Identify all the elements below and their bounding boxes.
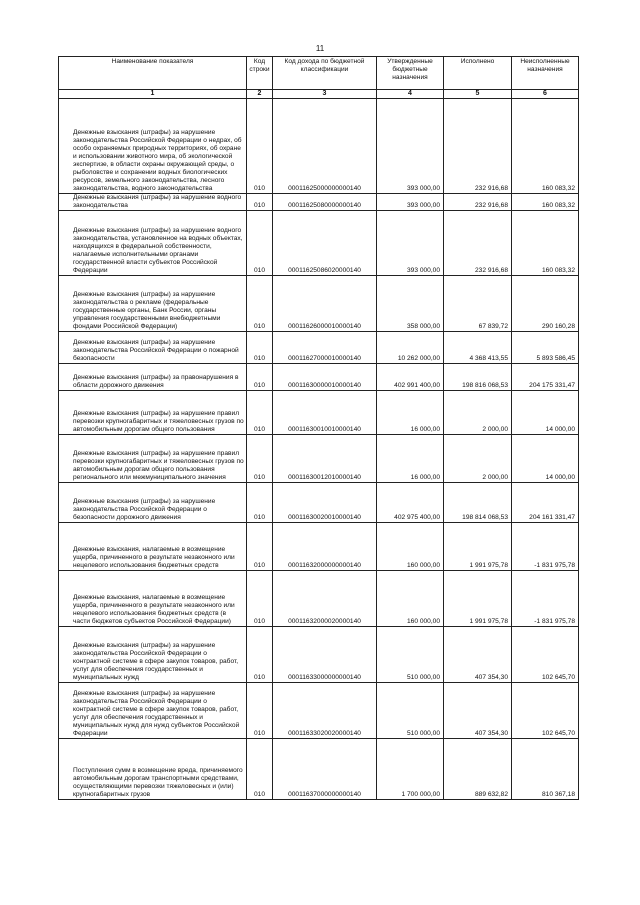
table-row bbox=[59, 364, 579, 391]
row-code-cell: 010 bbox=[247, 332, 273, 364]
row-code-cell: 010 bbox=[247, 483, 273, 523]
row-name-cell: Денежные взыскания (штрафы) за нарушение правил перевозки крупногабаритных и тяжеловесных грузов по автомобильным дорогам общего пользования регионального или межмуниципального значения bbox=[59, 435, 247, 483]
column-number: 1 bbox=[59, 90, 247, 99]
row-kbk-cell: 00011630010010000140 bbox=[273, 391, 377, 435]
table-row bbox=[59, 332, 579, 364]
table-row bbox=[59, 739, 579, 800]
row-approved-cell: 10 262 000,00 bbox=[377, 332, 444, 364]
row-executed-cell: 198 814 068,53 bbox=[444, 483, 512, 523]
row-executed-cell: 232 916,68 bbox=[444, 99, 512, 194]
row-executed-cell: 232 916,68 bbox=[444, 194, 512, 211]
header-kbk: Код дохода по бюджетной классификации bbox=[273, 57, 377, 90]
row-approved-cell: 160 000,00 bbox=[377, 523, 444, 571]
table-row bbox=[59, 483, 579, 523]
row-approved-cell: 393 000,00 bbox=[377, 194, 444, 211]
row-executed-cell: 2 000,00 bbox=[444, 435, 512, 483]
row-unexecuted-cell: 160 083,32 bbox=[512, 99, 579, 194]
table-row bbox=[59, 571, 579, 627]
row-unexecuted-cell: 14 000,00 bbox=[512, 391, 579, 435]
row-name-cell: Денежные взыскания (штрафы) за нарушение законодательства Российской Федерации о безопасности дорожного движения bbox=[59, 483, 247, 523]
table-row bbox=[59, 99, 579, 194]
row-code-cell: 010 bbox=[247, 683, 273, 739]
row-kbk-cell: 00011626000010000140 bbox=[273, 276, 377, 332]
header-executed: Исполнено bbox=[444, 57, 512, 90]
row-unexecuted-cell: 204 161 331,47 bbox=[512, 483, 579, 523]
row-approved-cell: 1 700 000,00 bbox=[377, 739, 444, 800]
row-code-cell: 010 bbox=[247, 211, 273, 276]
row-approved-cell: 393 000,00 bbox=[377, 211, 444, 276]
row-approved-cell: 358 000,00 bbox=[377, 276, 444, 332]
row-kbk-cell: 00011625086020000140 bbox=[273, 211, 377, 276]
row-executed-cell: 407 354,30 bbox=[444, 683, 512, 739]
row-approved-cell: 402 975 400,00 bbox=[377, 483, 444, 523]
row-unexecuted-cell: -1 831 975,78 bbox=[512, 571, 579, 627]
row-approved-cell: 160 000,00 bbox=[377, 571, 444, 627]
header-unexecuted: Неисполненные назначения bbox=[512, 57, 579, 90]
column-numbering-row bbox=[59, 90, 579, 99]
row-code-cell: 010 bbox=[247, 627, 273, 683]
row-kbk-cell: 00011625080000000140 bbox=[273, 194, 377, 211]
row-name-cell: Денежные взыскания (штрафы) за нарушение правил перевозки крупногабаритных и тяжеловесных грузов по автомобильным дорогам общего пользования bbox=[59, 391, 247, 435]
row-unexecuted-cell: 160 083,32 bbox=[512, 194, 579, 211]
row-name-cell: Денежные взыскания, налагаемые в возмещение ущерба, причиненного в результате незаконного или нецелевого использования бюджетных средств bbox=[59, 523, 247, 571]
row-code-cell: 010 bbox=[247, 276, 273, 332]
table-header-row bbox=[59, 57, 579, 90]
row-kbk-cell: 00011630012010000140 bbox=[273, 435, 377, 483]
table-row bbox=[59, 523, 579, 571]
row-name-cell: Денежные взыскания (штрафы) за нарушение законодательства Российской Федерации о контрактной системе в сфере закупок товаров, работ, услуг для обеспечения государственных и муниципальных нужд для нужд субъектов Российской Федерации bbox=[59, 683, 247, 739]
row-unexecuted-cell: 102 645,70 bbox=[512, 683, 579, 739]
header-name: Наименование показателя bbox=[59, 57, 247, 90]
row-code-cell: 010 bbox=[247, 523, 273, 571]
column-number: 5 bbox=[444, 90, 512, 99]
row-approved-cell: 16 000,00 bbox=[377, 391, 444, 435]
row-name-cell: Поступления сумм в возмещение вреда, причиняемого автомобильным дорогам транспортными средствами, осуществляющими перевозки тяжеловесных и (или) крупногабаритных грузов bbox=[59, 739, 247, 800]
row-name-cell: Денежные взыскания (штрафы) за нарушение законодательства о рекламе (федеральные государственные органы, Банк России, органы управления государственными внебюджетными фондами Российской Федерации) bbox=[59, 276, 247, 332]
row-name-cell: Денежные взыскания (штрафы) за нарушение законодательства Российской Федерации о недрах, об особо охраняемых природных территориях, об охране и использовании животного мира, об экологической экспертизе, в области охраны окружающей среды, о рыболовстве и сохранении водных биологических ресурсов, земельного законодательства, лесного законодательства, водного законодательства bbox=[59, 99, 247, 194]
table-row bbox=[59, 435, 579, 483]
table-row bbox=[59, 211, 579, 276]
column-number: 2 bbox=[247, 90, 273, 99]
row-executed-cell: 2 000,00 bbox=[444, 391, 512, 435]
row-kbk-cell: 00011637000000000140 bbox=[273, 739, 377, 800]
row-executed-cell: 1 991 975,78 bbox=[444, 571, 512, 627]
row-unexecuted-cell: 5 893 586,45 bbox=[512, 332, 579, 364]
row-approved-cell: 393 000,00 bbox=[377, 99, 444, 194]
row-unexecuted-cell: -1 831 975,78 bbox=[512, 523, 579, 571]
row-unexecuted-cell: 810 367,18 bbox=[512, 739, 579, 800]
row-code-cell: 010 bbox=[247, 571, 273, 627]
row-code-cell: 010 bbox=[247, 435, 273, 483]
page-number: 11 bbox=[315, 44, 325, 53]
row-unexecuted-cell: 102 645,70 bbox=[512, 627, 579, 683]
row-kbk-cell: 00011633000000000140 bbox=[273, 627, 377, 683]
row-code-cell: 010 bbox=[247, 739, 273, 800]
row-code-cell: 010 bbox=[247, 99, 273, 194]
row-kbk-cell: 00011630000010000140 bbox=[273, 364, 377, 391]
row-approved-cell: 510 000,00 bbox=[377, 683, 444, 739]
row-kbk-cell: 00011627000010000140 bbox=[273, 332, 377, 364]
row-executed-cell: 67 839,72 bbox=[444, 276, 512, 332]
row-approved-cell: 402 991 400,00 bbox=[377, 364, 444, 391]
row-unexecuted-cell: 204 175 331,47 bbox=[512, 364, 579, 391]
row-name-cell: Денежные взыскания, налагаемые в возмещение ущерба, причиненного в результате незаконного или нецелевого использования бюджетных средств (в части бюджетов субъектов Российской Федерации) bbox=[59, 571, 247, 627]
row-kbk-cell: 00011630020010000140 bbox=[273, 483, 377, 523]
column-number: 3 bbox=[273, 90, 377, 99]
row-kbk-cell: 00011632000000000140 bbox=[273, 523, 377, 571]
header-code: Код строки bbox=[247, 57, 273, 90]
budget-execution-table bbox=[58, 56, 579, 800]
row-executed-cell: 232 916,68 bbox=[444, 211, 512, 276]
row-name-cell: Денежные взыскания (штрафы) за нарушение водного законодательства bbox=[59, 194, 247, 211]
row-executed-cell: 407 354,30 bbox=[444, 627, 512, 683]
column-number: 6 bbox=[512, 90, 579, 99]
row-executed-cell: 1 991 975,78 bbox=[444, 523, 512, 571]
header-approved: Утвержденные бюджетные назначения bbox=[377, 57, 444, 90]
table-row bbox=[59, 391, 579, 435]
row-code-cell: 010 bbox=[247, 391, 273, 435]
row-executed-cell: 4 368 413,55 bbox=[444, 332, 512, 364]
table-row bbox=[59, 276, 579, 332]
row-name-cell: Денежные взыскания (штрафы) за нарушение законодательства Российской Федерации о контрактной системе в сфере закупок товаров, работ, услуг для обеспечения государственных и муниципальных нужд bbox=[59, 627, 247, 683]
row-code-cell: 010 bbox=[247, 194, 273, 211]
row-name-cell: Денежные взыскания (штрафы) за нарушение водного законодательства, установленное на водных объектах, находящихся в федеральной собственности, налагаемые исполнительными органами государственной власти субъектов Российской Федерации bbox=[59, 211, 247, 276]
table-row bbox=[59, 194, 579, 211]
table-row bbox=[59, 627, 579, 683]
row-kbk-cell: 00011625000000000140 bbox=[273, 99, 377, 194]
row-code-cell: 010 bbox=[247, 364, 273, 391]
row-kbk-cell: 00011632000020000140 bbox=[273, 571, 377, 627]
row-unexecuted-cell: 14 000,00 bbox=[512, 435, 579, 483]
table-row bbox=[59, 683, 579, 739]
row-kbk-cell: 00011633020020000140 bbox=[273, 683, 377, 739]
row-approved-cell: 16 000,00 bbox=[377, 435, 444, 483]
row-approved-cell: 510 000,00 bbox=[377, 627, 444, 683]
row-unexecuted-cell: 290 160,28 bbox=[512, 276, 579, 332]
row-executed-cell: 198 816 068,53 bbox=[444, 364, 512, 391]
column-number: 4 bbox=[377, 90, 444, 99]
row-executed-cell: 889 632,82 bbox=[444, 739, 512, 800]
row-name-cell: Денежные взыскания (штрафы) за правонарушения в области дорожного движения bbox=[59, 364, 247, 391]
row-name-cell: Денежные взыскания (штрафы) за нарушение законодательства Российской Федерации о пожарной безопасности bbox=[59, 332, 247, 364]
row-unexecuted-cell: 160 083,32 bbox=[512, 211, 579, 276]
